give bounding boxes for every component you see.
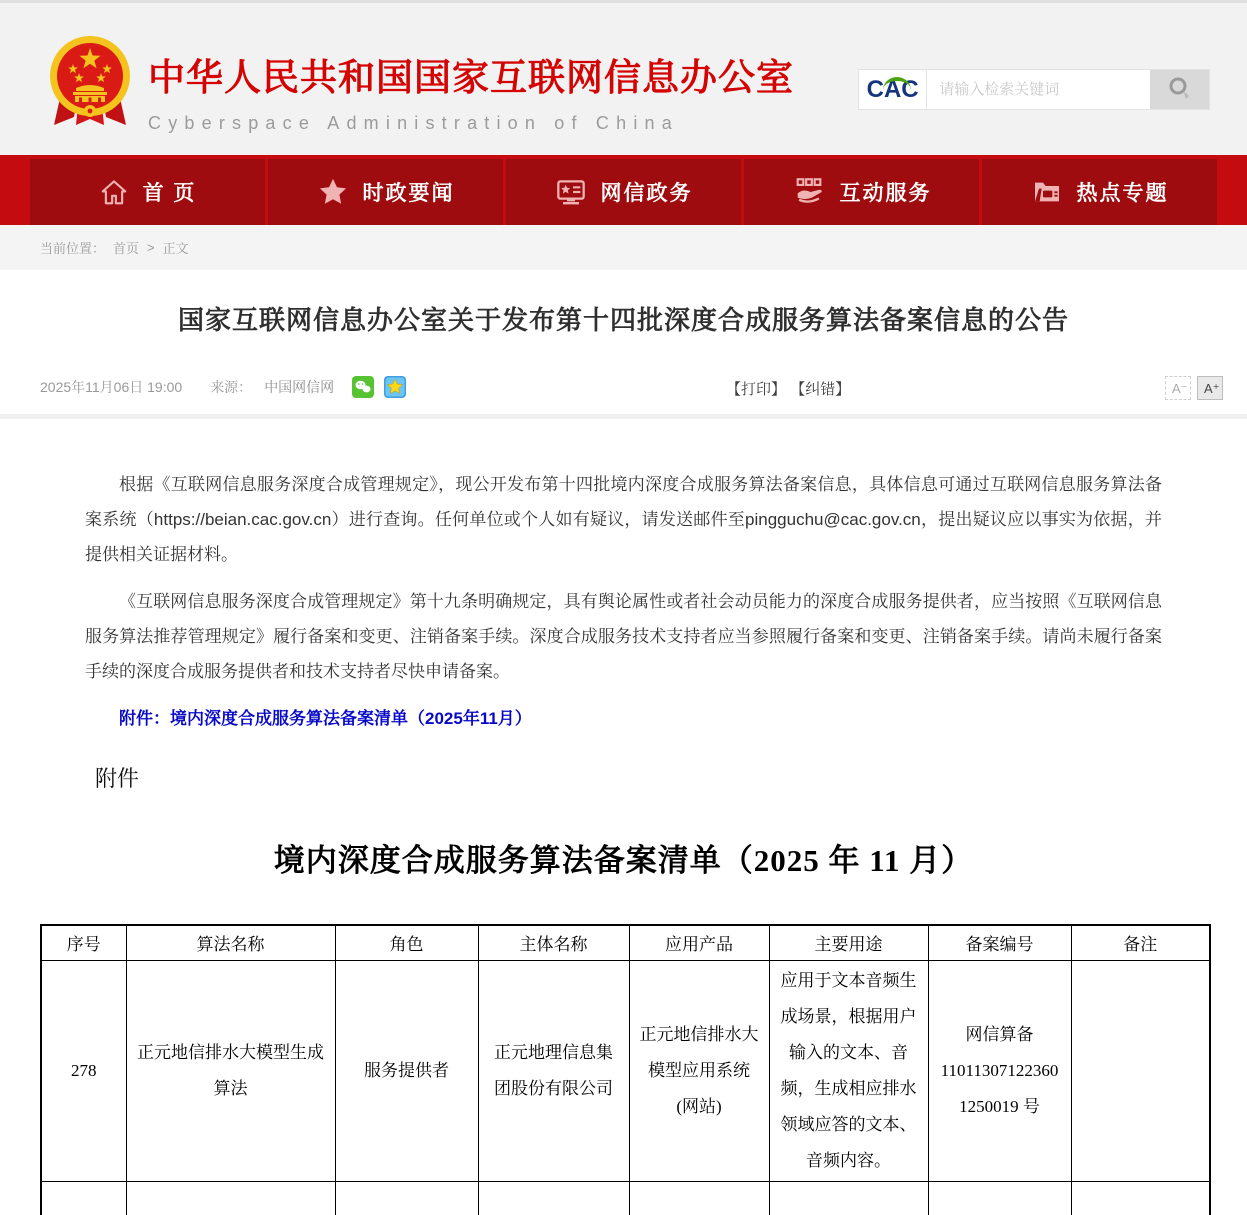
- source-name: 中国网信网: [264, 379, 335, 395]
- col-header-role: 角色: [335, 925, 478, 960]
- nav-item-home[interactable]: [30, 159, 265, 225]
- cac-logo: [859, 70, 926, 109]
- col-header-entity: 主体名称: [478, 925, 629, 960]
- attachment-link[interactable]: 附件：境内深度合成服务算法备案清单（2025年11月）: [119, 709, 532, 728]
- meta-left: [40, 376, 406, 398]
- breadcrumb-separator: >: [147, 240, 155, 255]
- attachment-line: [85, 701, 1162, 736]
- cell-usage: 应用于文本音频生成场景，根据用户输入的文本、音频，生成相应排水领域应答的文本、音频内容。: [769, 960, 928, 1181]
- cell-product: 正元地信排水大模型应用系统(网站): [629, 960, 769, 1181]
- meta-actions: [726, 378, 850, 399]
- search-button[interactable]: [1150, 70, 1209, 109]
- breadcrumb: [0, 225, 1247, 270]
- cell-seq: 278: [41, 960, 126, 1181]
- paragraph: 根据《互联网信息服务深度合成管理规定》，现公开发布第十四批境内深度合成服务算法备案信息，具体信息可通过互联网信息服务算法备案系统（https://beian.cac.gov.cn）进行查询。任何单位或个人如有疑议，请发送邮件至pingguchu@cac.gov.cn，提出疑议应以事实为依据，并提供相关证据材料。: [85, 475, 1162, 564]
- nav-item-label: 首 页: [142, 182, 197, 205]
- site-title-cn: 中华人民共和国国家互联网信息办公室: [148, 57, 794, 98]
- article-body: [0, 419, 1247, 736]
- nav-item-label: 热点专题: [1076, 182, 1169, 205]
- nav-item-label: 网信政务: [600, 182, 693, 205]
- site-title-en: Cyberspace Administration of China: [148, 113, 679, 133]
- publish-date: 2025年11月06日 19:00: [40, 379, 183, 395]
- error-report-button[interactable]: 【纠错】: [790, 381, 851, 398]
- main-nav: [0, 155, 1247, 225]
- breadcrumb-label: 当前位置：: [40, 241, 106, 256]
- home-icon: [99, 177, 129, 207]
- cell-algorithm: 正元地信排水大模型生成算法: [126, 960, 335, 1181]
- col-header-product: 应用产品: [629, 925, 769, 960]
- table-row-partial: [41, 1181, 1210, 1215]
- nav-item-topics[interactable]: [982, 159, 1217, 225]
- nav-item-label: 互动服务: [839, 182, 932, 205]
- cell-number: 网信算备 110113071223601250019 号: [928, 960, 1071, 1181]
- attachment-table-title: 境内深度合成服务算法备案清单（2025 年 11 月）: [273, 843, 974, 878]
- search-input[interactable]: [926, 70, 1150, 109]
- font-size-controls: [1165, 376, 1223, 400]
- wechat-share-icon[interactable]: [352, 376, 374, 398]
- star-icon: [317, 176, 349, 208]
- col-header-usage: 主要用途: [769, 925, 928, 960]
- font-larger-button[interactable]: A⁺: [1197, 376, 1223, 400]
- site-header: [0, 3, 1247, 155]
- qzone-share-icon[interactable]: [384, 376, 406, 398]
- breadcrumb-home-link[interactable]: 首页: [113, 241, 140, 256]
- nav-item-news[interactable]: [268, 159, 503, 225]
- table-header-row: [41, 925, 1210, 960]
- monitor-icon: [555, 176, 587, 208]
- col-header-seq: 序号: [41, 925, 126, 960]
- folder-icon: [1031, 176, 1063, 208]
- article-meta-row: [0, 376, 1247, 402]
- nav-item-label: 时政要闻: [362, 182, 455, 205]
- attachment-heading: 附件: [95, 766, 140, 791]
- print-button[interactable]: 【打印】: [726, 381, 787, 398]
- col-header-algorithm: 算法名称: [126, 925, 335, 960]
- site-titles: [148, 47, 794, 134]
- article-content: [0, 270, 1247, 1215]
- cac-logo-text: CAC: [866, 75, 919, 103]
- national-emblem-icon: [46, 31, 134, 138]
- cell-note: [1071, 960, 1210, 1181]
- filing-table: [40, 924, 1211, 1215]
- col-header-note: 备注: [1071, 925, 1210, 960]
- service-hand-icon: [792, 175, 826, 209]
- font-smaller-button[interactable]: A⁻: [1165, 376, 1191, 400]
- breadcrumb-current: 正文: [162, 241, 189, 256]
- article-title: 国家互联网信息办公室关于发布第十四批深度合成服务算法备案信息的公告: [177, 305, 1069, 335]
- search-bar: [858, 69, 1210, 110]
- source-label: 来源：: [210, 379, 253, 395]
- cell-role: 服务提供者: [335, 960, 478, 1181]
- col-header-number: 备案编号: [928, 925, 1071, 960]
- nav-item-gov[interactable]: [506, 159, 741, 225]
- paragraph: 《互联网信息服务深度合成管理规定》第十九条明确规定，具有舆论属性或者社会动员能力的深度合成服务提供者，应当按照《互联网信息服务算法推荐管理规定》履行备案和变更、注销备案手续。深度合成服务技术支持者应当参照履行备案和变更、注销备案手续。请尚未履行备案手续的深度合成服务提供者和技术支持者尽快申请备案。: [85, 592, 1162, 681]
- magnifier-icon: [1167, 75, 1193, 104]
- table-row: [41, 960, 1210, 1181]
- cell-entity: 正元地理信息集团股份有限公司: [478, 960, 629, 1181]
- nav-item-services[interactable]: [744, 159, 979, 225]
